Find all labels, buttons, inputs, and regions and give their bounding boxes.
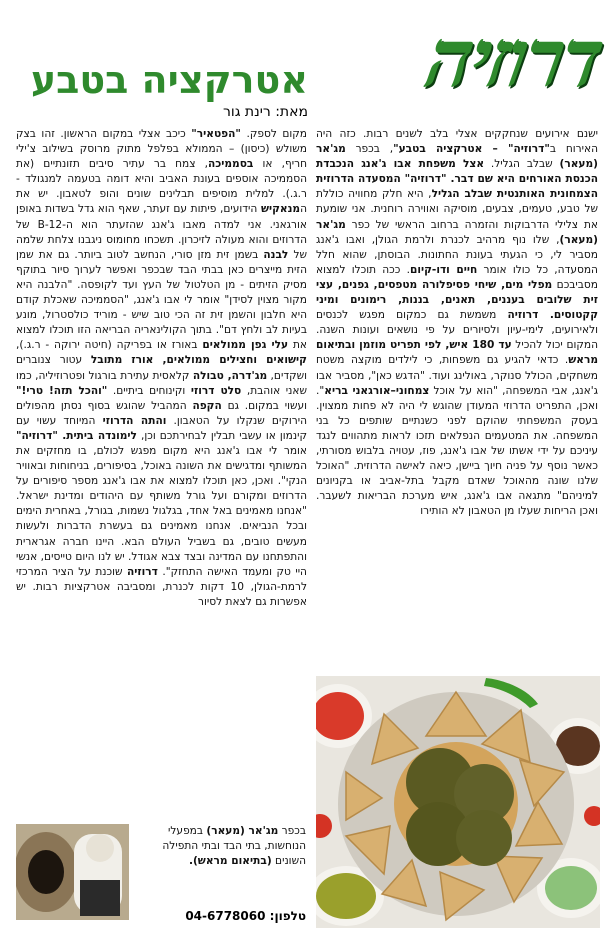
column-right-run: מג'אר (מעאר) (316, 143, 598, 171)
column-left-run: בסממיכה (207, 158, 254, 171)
column-right-run: , בכפר (345, 143, 394, 156)
column-right-run: ". ואכן, התפריט הדרוזי המעודן שהוגש לי היה לא פחות ממצוין. בעסק המשפחתי שהוקם לפני כשנתיים שותפים כל בני המשפחה. את המטעמים הנפלאים תזכו לראות מתהווים לנגד עיניכם על ידי אשתו של אבו ג'אנג, פוז, עטויה בלבוש מסורתי, כאשר נוסף על פניה חיוך ביישן, כיאה לאישה הדרוזית. "האוכל שלנו שונה מהאוכל שאדם מקבל בתל-אביב או בקניונים למיניהם" מתגאה אבו ג'אנג, איש מערכת הבריאות לשעבר. ואכן הריחות שעלו מן הטאבון לא הותירו (316, 384, 598, 518)
phone-number[interactable]: 04-6778060 (185, 909, 266, 923)
info-box-run: מג'אר (מעאר) (206, 825, 279, 837)
column-right-run: אצל משפחת אבו ג'אנג הנכבדת הכנסת האורחים היא שם דבר. "דרוזיה" המסעדה הדרוזית הצמחונית האותנטית שבלב הגליל (316, 158, 598, 201)
headline: אטרקציה בטבע (30, 58, 308, 102)
column-left-run: , צמח בר עתיר סיבים תזונתיים (את הסממיכה אוספים בעונת האביב והיא דומה בטעמה למנגולד - ר.ג.). למלית מוסיפים תבלינים שונים והופ לטאבון. יש את ה (16, 158, 307, 216)
column-left-run: ועשוי במקום. גם (221, 399, 307, 412)
column-left-run: הקפה (192, 399, 222, 412)
phone-label: טלפון: (269, 909, 306, 923)
column-left-run: כיכב אצלי במקום הראשון. זהו בצק משולש (כיסון) – הממולא בפלפל מתוק מרוסק בשילוב צ'ילי חריף, או (16, 128, 307, 171)
column-right-run: . כדאי להגיע גם משפחות, כי לילדים מוקצה משטח משחקים, הכולל סנוקר, באולינג ועוד. "הדגש כאן", מסביר אבו ג'אנג, אבי המשפחה, "הוא על אוכל (316, 354, 598, 397)
column-right-run: "דרוזיה" – אטרקציה בטבע" (393, 143, 550, 156)
column-right-run: , היא חלק מחוויה כוללת של טבע, טעמים, צבעים, מוסיקה ואווירה רוחנית. אני שומעת את צלילי הדרבוקות והזמרה ברחוב הראשי של כפר (316, 188, 598, 231)
taboon-oven-photo (16, 824, 129, 920)
info-box-run: בכפר (278, 825, 306, 837)
food-platter-photo (316, 676, 600, 928)
column-left-run: לימונדה ביתית. "דרוזיה" (16, 429, 137, 442)
column-left-run: שוכנת על הציר המרכזי לרמת-הגולן, 10 דקות לכנרת, ומסביבה אטרקציות רבות. יש אפשרות גם לצאת לסיור (16, 565, 307, 608)
column-left-run: המהביל שהוגש בסוף נסתן מהפולים הירוקים שנקלו על הטאבון. (16, 399, 307, 427)
column-left-run: מקום לספק. (240, 128, 307, 140)
column-left-run: "והכל תזה! טרי!" (16, 384, 108, 397)
info-box-run: (בתיאום מראש). (188, 855, 272, 867)
article-column-left (16, 127, 307, 821)
column-left-run: הידועים, פיתות עם זעתר, שאף הוא גדל בשדות באופן אורגאני. אני למדה מאבו ג'אנג שהזעתר הוא ה-B-12 של הדרוזים והוא מעולה לזיכרון. תשכחו מחומוס ניגבנו צלחת שלמה של (16, 203, 307, 261)
column-right-run: מג'אר (מעאר) (316, 218, 598, 246)
column-left-text (16, 127, 307, 610)
info-box-text (162, 825, 306, 867)
brand-logo-title: דרוזיה (419, 11, 609, 105)
column-right-run: . ככה תוכלו למצוא מסביבכם (316, 263, 598, 291)
column-right-run: שבלב הגליל. (484, 158, 560, 171)
byline: מאת: רינת גור (222, 104, 308, 120)
column-left-run: דרוזיה (127, 565, 158, 578)
article-column-right (316, 127, 598, 672)
column-right-run: עד 180 איש, לפי תפריט מוזמן ובתיאום מראש (316, 339, 598, 367)
column-left-run: וקינוחים ביתיים. (107, 384, 191, 397)
column-left-run: קישואים וחצילים ממולאים, אורז מתובל (90, 354, 307, 367)
column-right-run: , שלו נוף מרהיב לכנרת ולרמת הגולן, ואבו ג'אנג מסביר לי, כי הגעתי בעונת החתונות. הבוסתן, שהוא חלל המסעדה, כל כולו אומר (316, 233, 598, 276)
column-left-run: בשמן זית מזן סורי, הנחשב לטוב ביותר. גם את שמן הזית מייצרים כאן בבתי הבד שבכפר ואפשר לערוך סיור בתוקף מסיק הזיתים - מן הטלטול של העץ ועד לקופסה. "הלבנה היא מקור מצוין לסידן" אומר לי אבו ג'אנג, "הסממיכה שאכלת קודם היא חלבון והשמן זית זה הכי טוב שיש - מוריד כולסטרול, מונע בעיות לב ולחץ דם". בתוך הקולינאריה הבריאה הזו תוכלו למצוא את (16, 248, 307, 352)
info-box (134, 824, 306, 908)
column-right-run: ישנם אירועים שנחקקים אצלי בלב לשנים רבות. כזה היה האירוח ב (316, 128, 598, 156)
column-left-run: אומר לי אבו ג'אנג היא מקום מפגש לכולם, בו מחזקים את המשותף ומדגישים את השונה באוכל, בסיפורים, בניחוחות ובאוויר הנקי". ואכן, כאן תוכלו למצוא את אבו ג'אנג מספר סיפורים על הדרוזים ומקורם ועל גורל משותף עם היהודים ומדינת ישראל. "אנחנו מאמינים באל אחד, בגלגול נשמות, בגורל, באחרית הימים ובכל הנביאים. אנחנו מאמינים גם בעשרת הדברות ולעשות מעשים טובים, גם בשביל העולם הבא. היינו חברה אגרארית והתפתחנו עם המדינה ובצד צבא אגודל. יש לנו היום טייסים, אנשי היי טק ומעמד האישה התחזק". (16, 444, 307, 578)
column-left-run: עטור צנוברים ושקדים, (16, 354, 307, 382)
column-left-run: מג'דרה, טבולה (192, 369, 268, 382)
column-left-run: והתה הדרוזי (102, 414, 167, 427)
column-left-run: לבנה (263, 248, 289, 261)
column-left-run: עלי גפן ממולאים (202, 339, 289, 352)
column-right-run: משמשת גם כמקום מפגש לכנסים ולאירועים, לימי-עיון ולסיורים על פי נושאים ועונות השנה. המקום יכול להכיל (316, 309, 598, 352)
phone-line (134, 907, 306, 925)
column-left-run: המיוחד עשוי עם קינמון או עשבי תבלין לבחירתכם וכן, (16, 414, 307, 442)
column-right-run: צמחוני–אורגאני בריא (324, 384, 430, 397)
column-left-run: "הפטאיר" (191, 128, 241, 140)
column-left-run: באורז או בפריקה (חיטה ירוקה - ר.ג.), (16, 339, 203, 352)
info-box-run: במפעלי הנוחשות, בתי הבד ובתי התפילה השונים (162, 825, 306, 867)
column-left-run: מנאקיש (260, 203, 301, 216)
column-right-text (316, 127, 598, 519)
column-left-run: קלאסית עתירת בורגול ופטרוזיליה, כמו שאני אוהבת, (16, 369, 307, 397)
column-left-run: סלט דרוזי (190, 384, 242, 397)
column-right-run: חיים ודו-קיום (409, 263, 478, 276)
column-right-run: מפלי מים, שיחי פסיפלורה מטפסים, גפנים, עצי זית שלובים בעננים, תאנים, בננות, רימונים ומיני קקטוסים. דרוזיה (316, 278, 598, 322)
